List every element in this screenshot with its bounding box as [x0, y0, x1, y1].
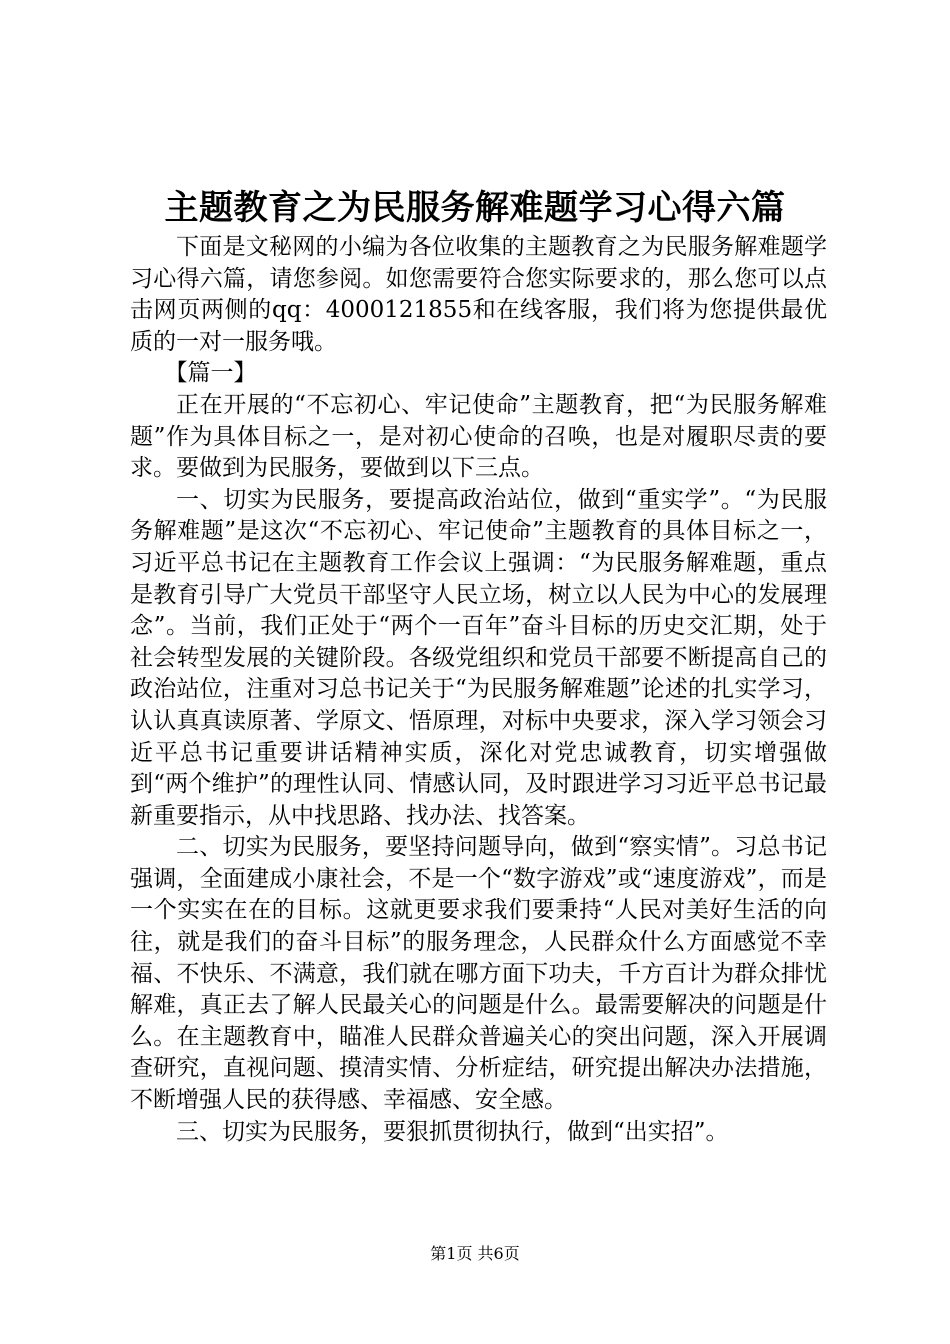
body-paragraph: 二、切实为民服务，要坚持问题导向，做到“察实情”。习总书记强调，全面建成小康社会，不是一个“数字游戏”或“速度游戏”，而是一个实实在在的目标。这就更要求我们要秉持“人民对美好生活的向往，就是我们的奋斗目标”的服务理念，人民群众什么方面感觉不幸福、不快乐、不满意，我们就在哪方面下功夫，千方百计为群众排忧解难，真正去了解人民最关心的问题是什么。最需要解决的问题是什么。在主题教育中，瞄准人民群众普遍关心的突出问题，深入开展调查研究，直视问题、摸清实情、分析症结，研究提出解决办法措施，不断增强人民的获得感、幸福感、安全感。 [130, 834, 827, 1114]
body-paragraph: 三、切实为民服务，要狠抓贯彻执行，做到“出实招”。 [176, 1118, 729, 1145]
document-body [130, 232, 827, 1148]
document-title: 主题教育之为民服务解难题学习心得六篇 [164, 188, 786, 228]
page-footer: 第1页 共6页 [430, 1244, 520, 1263]
section-heading: 【篇一】 [164, 360, 257, 387]
body-paragraph: 一、切实为民服务，要提高政治站位，做到“重实学”。“为民服务解难题”是这次“不忘初心、牢记使命”主题教育的具体目标之一，习近平总书记在主题教育工作会议上强调：“为民服务解难题，重点是教育引导广大党员干部坚守人民立场，树立以人民为中心的发展理念”。当前，我们正处于“两个一百年”奋斗目标的历史交汇期，处于社会转型发展的关键阶段。各级党组织和党员干部要不断提高自己的政治站位，注重对习总书记关于“为民服务解难题”论述的扎实学习，认认真真读原著、学原文、悟原理，对标中央要求，深入学习领会习近平总书记重要讲话精神实质，深化对党忠诚教育，切实增强做到“两个维护”的理性认同、情感认同，及时跟进学习习近平总书记最新重要指示，从中找思路、找办法、找答案。 [130, 486, 827, 829]
intro-paragraph: 下面是文秘网的小编为各位收集的主题教育之为民服务解难题学习心得六篇，请您参阅。如您需要符合您实际要求的，那么您可以点击网页两侧的qq：4000121855和在线客服，我们将为您提供最优质的一对一服务哦。 [130, 234, 827, 355]
body-paragraph: 正在开展的“不忘初心、牢记使命”主题教育，把“为民服务解难题”作为具体目标之一，是对初心使命的召唤，也是对履职尽责的要求。要做到为民服务，要做到以下三点。 [130, 391, 827, 482]
